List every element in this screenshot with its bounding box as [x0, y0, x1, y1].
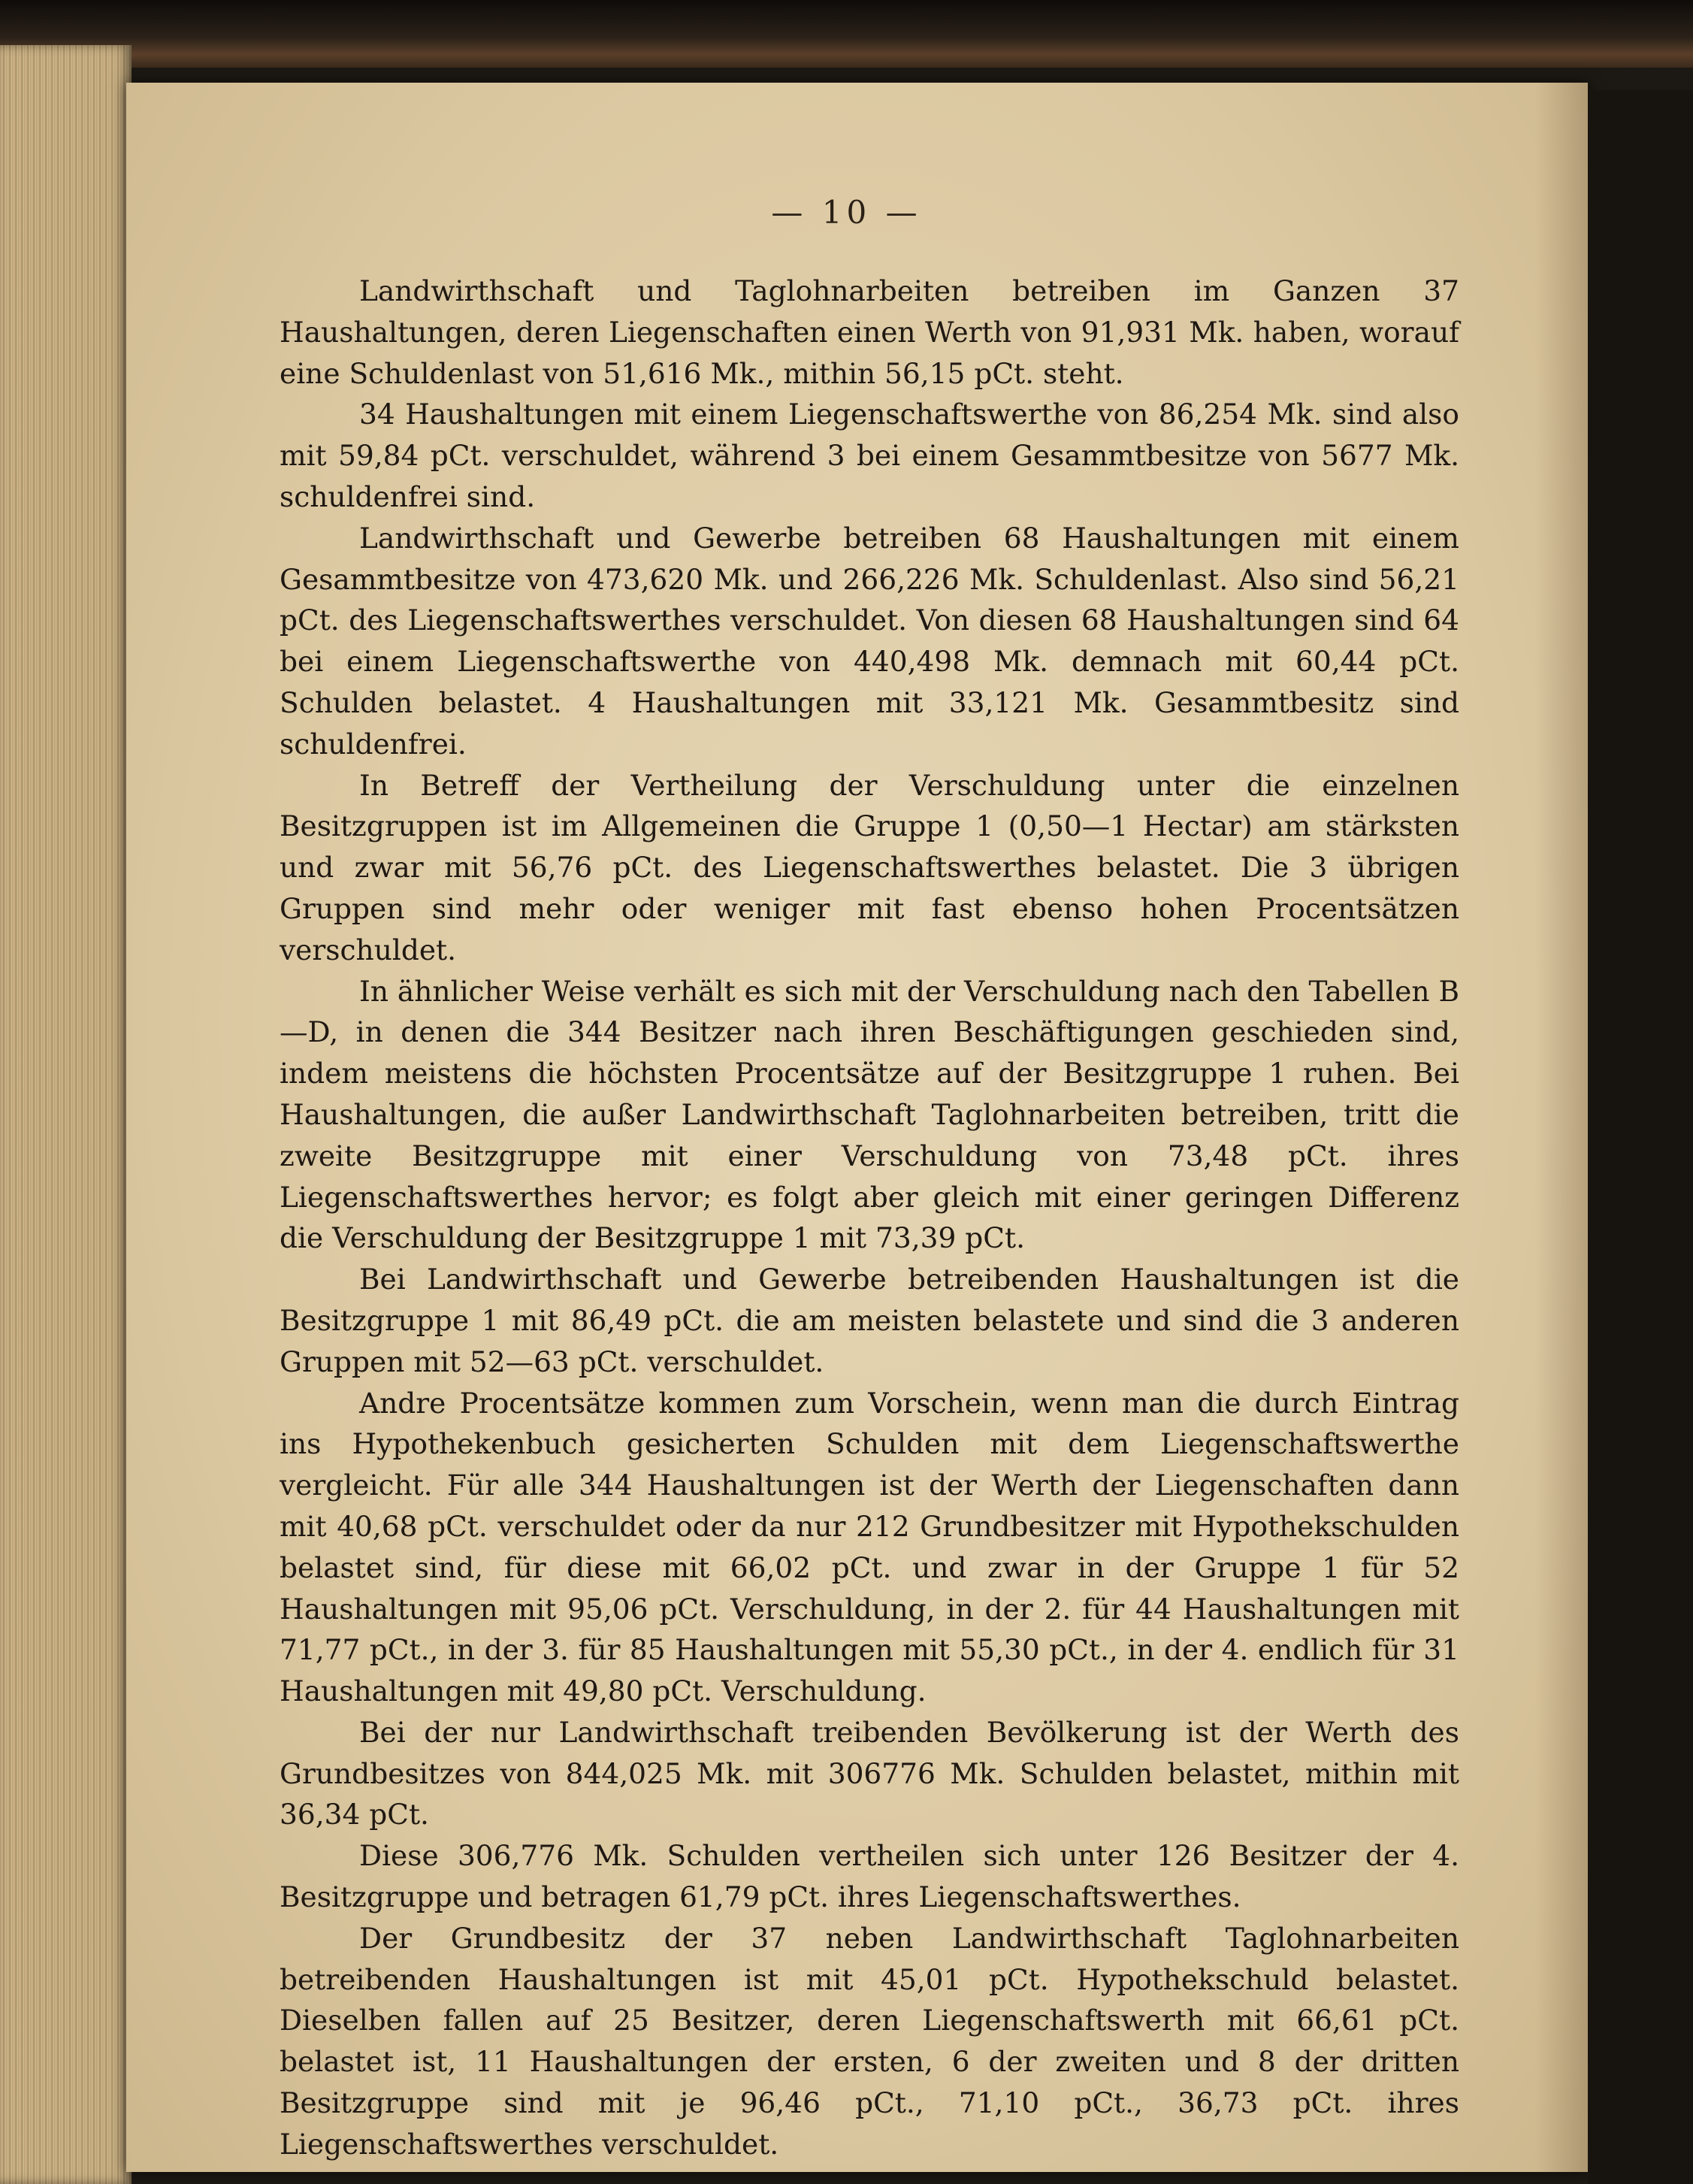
- paragraph: 34 Haushaltungen mit einem Liegenschaftswerthe von 86,254 Mk. sind also mit 59,84 pCt. verschuldet, während 3 bei einem Gesammtbesitze von 5677 Mk. schuldenfrei sind.: [280, 398, 1459, 513]
- paragraph: Der Grundbesitz der 37 neben Landwirthschaft Taglohnarbeiten betreibenden Haushaltungen ist mit 45,01 pCt. Hypothekschuld belastet. Dieselben fallen auf 25 Besitzer, deren Liegenschaftswerth mit 66,61 pCt. belastet ist, 11 Haushaltungen der ersten, 6 der zweiten und 8 der dritten Besitzgruppe sind mit je 96,46 pCt., 71,10 pCt., 36,73 pCt. ihres Liegenschaftswerthes verschuldet.: [280, 1921, 1459, 2161]
- page-shadow-right: [1588, 90, 1693, 2184]
- page-number: — 10 —: [771, 194, 922, 231]
- paragraph: In ähnlicher Weise verhält es sich mit der Verschuldung nach den Tabellen B—D, in denen die 344 Besitzer nach ihren Beschäftigungen geschieden sind, indem meistens die höchsten Procentsätze auf der Besitzgruppe 1 ruhen. Bei Haushaltungen, die außer Landwirthschaft Taglohnarbeiten betreiben, tritt die zweite Besitzgruppe mit einer Verschuldung von 73,48 pCt. ihres Liegenschaftswerthes hervor; es folgt aber gleich mit einer geringen Differenz die Verschuldung der Besitzgruppe 1 mit 73,39 pCt.: [280, 974, 1459, 1255]
- body-text: [280, 271, 1459, 2165]
- paragraph: Andre Procentsätze kommen zum Vorschein, wenn man die durch Eintrag ins Hypothekenbuch gesicherten Schulden mit dem Liegenschaftswerthe vergleicht. Für alle 344 Haushaltungen ist der Werth der Liegenschaften dann mit 40,68 pCt. verschuldet oder da nur 212 Grundbesitzer mit Hypothekschulden belastet sind, für diese mit 66,02 pCt. und zwar in der Gruppe 1 für 52 Haushaltungen mit 95,06 pCt. Verschuldung, in der 2. für 44 Haushaltungen mit 71,77 pCt., in der 3. für 85 Haushaltungen mit 55,30 pCt., in der 4. endlich für 31 Haushaltungen mit 49,80 pCt. Verschuldung.: [280, 1386, 1459, 1708]
- paragraph: Bei der nur Landwirthschaft treibenden Bevölkerung ist der Werth des Grundbesitzes von 844,025 Mk. mit 306776 Mk. Schulden belastet, mithin mit 36,34 pCt.: [280, 1715, 1459, 1832]
- page-stack-edge: [0, 45, 132, 2184]
- paragraph: Bei Landwirthschaft und Gewerbe betreibenden Haushaltungen ist die Besitzgruppe 1 mit 86,49 pCt. die am meisten belastete und sind die 3 anderen Gruppen mit 52—63 pCt. verschuldet.: [280, 1263, 1459, 1378]
- book-binding-top: [0, 0, 1693, 68]
- paragraph: Diese 306,776 Mk. Schulden vertheilen sich unter 126 Besitzer der 4. Besitzgruppe und betragen 61,79 pCt. ihres Liegenschaftswerthes.: [280, 1839, 1459, 1914]
- paragraph: Landwirthschaft und Taglohnarbeiten betreiben im Ganzen 37 Haushaltungen, deren Liegenschaften einen Werth von 91,931 Mk. haben, worauf eine Schuldenlast von 51,616 Mk., mithin 56,15 pCt. steht.: [280, 274, 1459, 390]
- paragraph: In Betreff der Vertheilung der Verschuldung unter die einzelnen Besitzgruppen ist im Allgemeinen die Gruppe 1 (0,50—1 Hectar) am stärksten und zwar mit 56,76 pCt. des Liegenschaftswerthes belastet. Die 3 übrigen Gruppen sind mehr oder weniger mit fast ebenso hohen Procentsätzen verschuldet.: [280, 768, 1459, 966]
- paragraph: Landwirthschaft und Gewerbe betreiben 68 Haushaltungen mit einem Gesammtbesitze von 473,620 Mk. und 266,226 Mk. Schuldenlast. Also sind 56,21 pCt. des Liegenschaftswerthes verschuldet. Von diesen 68 Haushaltungen sind 64 bei einem Liegenschaftswerthe von 440,498 Mk. demnach mit 60,44 pCt. Schulden belastet. 4 Haushaltungen mit 33,121 Mk. Gesammtbesitz sind schuldenfrei.: [280, 521, 1459, 761]
